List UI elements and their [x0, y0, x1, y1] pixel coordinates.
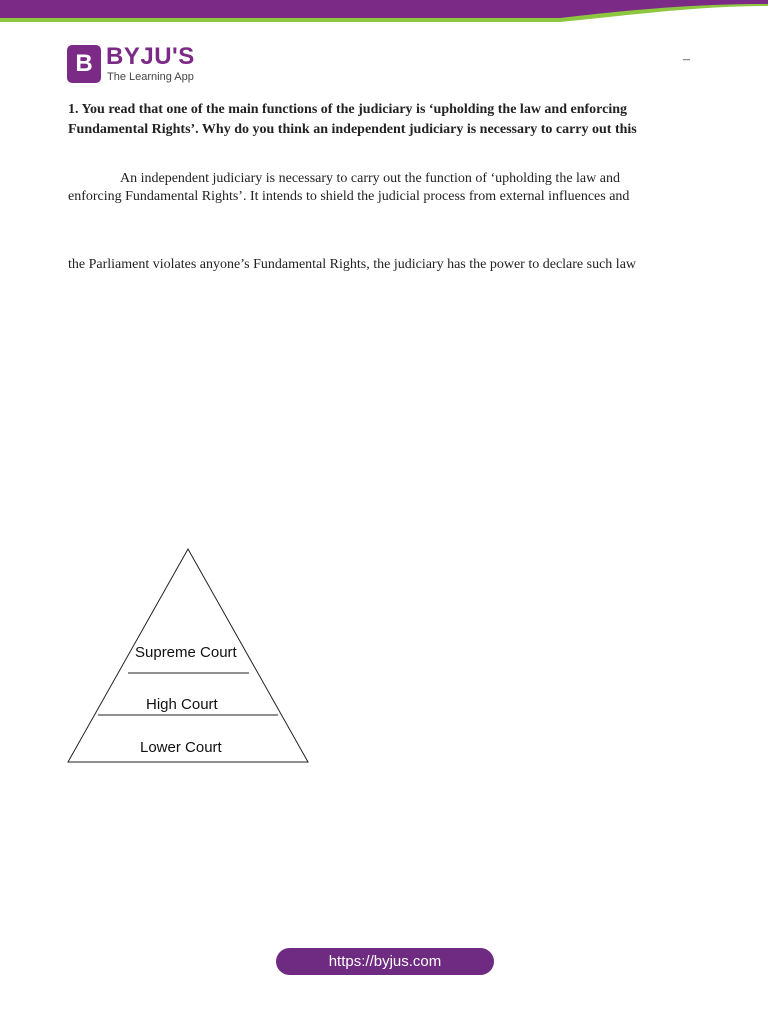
answer-line: An independent judiciary is necessary to carry out the function of ‘upholding the law and [120, 171, 620, 186]
question-line: 1. You read that one of the main functions of the judiciary is ‘upholding the law and enforcing [68, 102, 628, 117]
logo-name: BYJU'S [106, 43, 195, 70]
court-hierarchy-diagram [60, 540, 320, 775]
question-text [68, 100, 708, 140]
question-line: Fundamental Rights’. Why do you think an independent judiciary is necessary to carry out this [68, 122, 637, 137]
pyramid-level-supreme-court: Supreme Court [135, 644, 237, 661]
top-brand-banner [0, 0, 768, 28]
answer-line: enforcing Fundamental Rights’. It intends to shield the judicial process from external influences and [68, 189, 630, 204]
answer-text [68, 170, 708, 206]
byjus-logo[interactable] [67, 45, 237, 85]
pyramid-level-lower-court: Lower Court [140, 739, 222, 756]
logo-tagline: The Learning App [107, 71, 194, 83]
answer-line: the Parliament violates anyone’s Fundamental Rights, the judiciary has the power to declare such law [68, 257, 637, 272]
pyramid-level-high-court: High Court [146, 696, 218, 713]
logo-icon: B [67, 45, 101, 83]
header-mark: – [683, 52, 690, 67]
footer-url-link[interactable]: https://byjus.com [276, 948, 494, 975]
